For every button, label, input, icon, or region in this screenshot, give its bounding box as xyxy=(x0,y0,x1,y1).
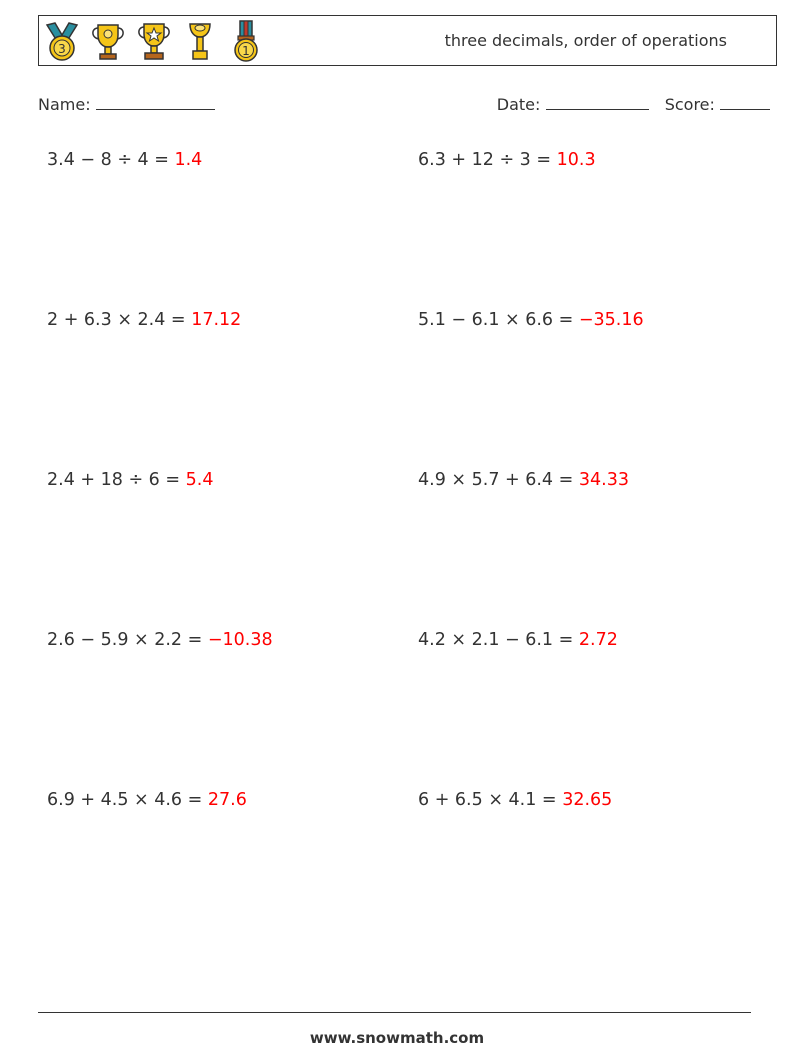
problem-answer: 32.65 xyxy=(562,790,613,810)
problem-expression: 6.9 + 4.5 × 4.6 = xyxy=(47,790,203,810)
problem-expression: 3.4 − 8 ÷ 4 = xyxy=(47,150,169,170)
footer-divider xyxy=(38,1012,751,1013)
problem-7 xyxy=(47,630,273,650)
problem-8 xyxy=(418,630,618,650)
problem-1 xyxy=(47,150,202,170)
problem-answer: 34.33 xyxy=(578,470,629,490)
date-blank[interactable] xyxy=(546,92,649,110)
problem-expression: 6.3 + 12 ÷ 3 = xyxy=(418,150,552,170)
problem-expression: 5.1 − 6.1 × 6.6 = xyxy=(418,310,574,330)
trophy-icon xyxy=(89,19,127,63)
problem-expression: 4.9 × 5.7 + 6.4 = xyxy=(418,470,574,490)
problem-2 xyxy=(418,150,596,170)
problem-expression: 4.2 × 2.1 − 6.1 = xyxy=(418,630,574,650)
medal-3-icon xyxy=(43,19,81,63)
problem-expression: 2.4 + 18 ÷ 6 = xyxy=(47,470,181,490)
name-field xyxy=(38,92,215,114)
problem-expression: 6 + 6.5 × 4.1 = xyxy=(418,790,557,810)
name-label: Name: xyxy=(38,95,91,114)
problem-answer: 2.72 xyxy=(578,630,618,650)
problem-3 xyxy=(47,310,241,330)
problem-expression: 2 + 6.3 × 2.4 = xyxy=(47,310,186,330)
medal-1-number: 1 xyxy=(242,44,250,58)
icon-row xyxy=(43,19,265,63)
problem-answer: 1.4 xyxy=(174,150,203,170)
score-blank[interactable] xyxy=(720,92,770,110)
date-score-fields xyxy=(497,92,770,114)
footer-website[interactable]: www.snowmath.com xyxy=(309,1029,485,1047)
problem-answer: 17.12 xyxy=(191,310,242,330)
name-blank[interactable] xyxy=(96,92,215,110)
problem-9 xyxy=(47,790,247,810)
score-label: Score: xyxy=(664,95,715,114)
problem-answer: 27.6 xyxy=(207,790,247,810)
header-box xyxy=(38,15,777,66)
problem-4 xyxy=(418,310,644,330)
problem-10 xyxy=(418,790,612,810)
problem-6 xyxy=(418,470,629,490)
problem-answer: −10.38 xyxy=(207,630,273,650)
problem-5 xyxy=(47,470,213,490)
star-trophy-icon xyxy=(135,19,173,63)
problem-answer: 5.4 xyxy=(185,470,214,490)
worksheet-title: three decimals, order of operations xyxy=(444,31,727,50)
medal-3-number: 3 xyxy=(58,42,66,56)
problem-expression: 2.6 − 5.9 × 2.2 = xyxy=(47,630,203,650)
medal-1-icon xyxy=(227,19,265,63)
problem-answer: 10.3 xyxy=(556,150,596,170)
problem-answer: −35.16 xyxy=(578,310,644,330)
date-label: Date: xyxy=(496,95,541,114)
cup-icon xyxy=(181,19,219,63)
